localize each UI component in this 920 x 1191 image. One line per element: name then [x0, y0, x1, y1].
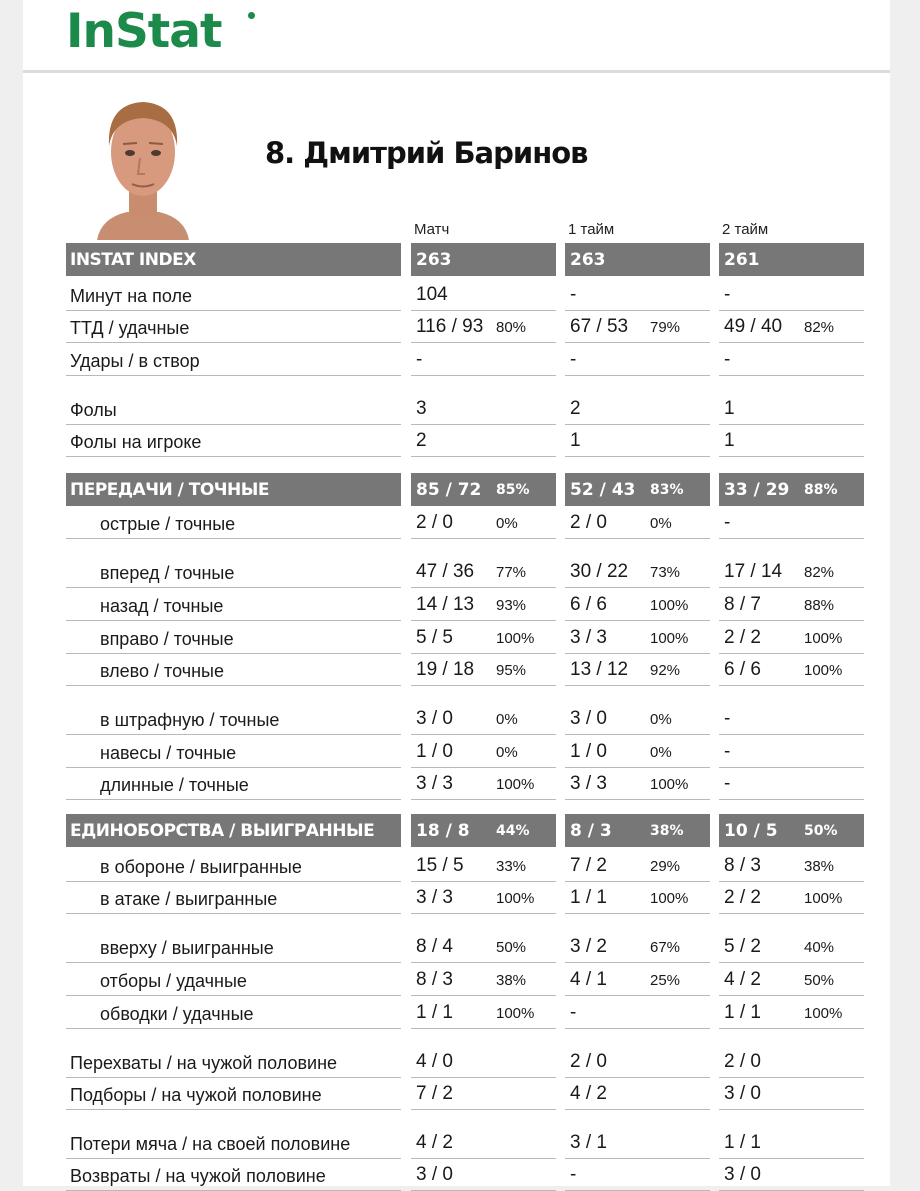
cell-half1	[565, 424, 710, 457]
cell-half1	[565, 1158, 710, 1191]
row-label-cell	[66, 881, 401, 914]
table-row	[66, 310, 865, 343]
row-label: Перехваты / на чужой половине	[70, 1053, 338, 1073]
cell-percent: 100%	[804, 630, 843, 647]
table-row	[66, 767, 865, 800]
table-row	[66, 343, 865, 376]
cell-half2	[719, 473, 864, 506]
table-row	[66, 506, 865, 539]
row-label: отборы / удачные	[100, 971, 247, 991]
cell-half1	[565, 621, 710, 654]
cell-percent: 100%	[650, 597, 689, 614]
cell-value: 6 / 6	[724, 659, 761, 680]
row-label-cell	[66, 653, 401, 686]
column-header-half2: 2 тайм	[722, 221, 769, 238]
cell-half2	[719, 588, 864, 621]
cell-half2	[719, 424, 864, 457]
cell-percent: 38%	[650, 823, 684, 839]
row-label: Потери мяча / на своей половине	[70, 1134, 351, 1154]
cell-percent: 0%	[650, 744, 672, 761]
row-label: Фолы	[70, 400, 117, 420]
cell-half2	[719, 1045, 864, 1078]
cell-value: 15 / 5	[416, 855, 464, 876]
row-label-cell	[66, 735, 401, 768]
cell-percent: 67%	[650, 939, 681, 956]
row-label-cell	[66, 621, 401, 654]
table-row	[66, 996, 865, 1029]
cell-value: -	[570, 1002, 577, 1023]
row-label: Возвраты / на чужой половине	[70, 1166, 326, 1186]
cell-percent: 25%	[650, 972, 681, 989]
cell-percent: 82%	[804, 564, 835, 581]
row-label: навесы / точные	[100, 743, 237, 763]
row-label: острые / точные	[100, 514, 236, 534]
cell-value: 3 / 3	[416, 773, 453, 794]
cell-half2	[719, 1158, 864, 1191]
cell-value: 8 / 4	[416, 936, 453, 957]
cell-percent: 100%	[496, 890, 535, 907]
cell-match	[411, 506, 556, 539]
cell-half1	[565, 849, 710, 882]
cell-value: 4 / 2	[570, 1083, 607, 1104]
cell-half2	[719, 392, 864, 425]
table-row	[66, 588, 865, 621]
cell-value: -	[724, 349, 731, 370]
table-row	[66, 1077, 865, 1110]
cell-value: 4 / 1	[570, 969, 607, 990]
cell-percent: 29%	[650, 858, 681, 875]
row-label-cell	[66, 814, 401, 847]
cell-value: 3 / 0	[416, 708, 453, 729]
cell-value: 1 / 1	[724, 1002, 761, 1023]
cell-value: 17 / 14	[724, 561, 783, 582]
column-header-match: Матч	[414, 221, 450, 238]
cell-match	[411, 735, 556, 768]
cell-value: 1 / 1	[570, 887, 607, 908]
cell-value: 4 / 2	[416, 1132, 453, 1153]
row-label: обводки / удачные	[100, 1004, 254, 1024]
cell-match	[411, 1077, 556, 1110]
cell-value: 3 / 0	[570, 708, 607, 729]
cell-match	[411, 963, 556, 996]
cell-match	[411, 881, 556, 914]
cell-half2	[719, 930, 864, 963]
cell-percent: 100%	[804, 662, 843, 679]
cell-percent: 100%	[804, 890, 843, 907]
cell-half2	[719, 506, 864, 539]
table-row	[66, 963, 865, 996]
player-name: 8. Дмитрий Баринов	[265, 136, 588, 170]
cell-value: 67 / 53	[570, 316, 629, 337]
cell-value: 5 / 5	[416, 627, 453, 648]
cell-value: 4 / 2	[724, 969, 761, 990]
cell-value: 30 / 22	[570, 561, 629, 582]
cell-half2	[719, 881, 864, 914]
cell-value: 14 / 13	[416, 594, 475, 615]
cell-value: 2 / 2	[724, 887, 761, 908]
cell-match	[411, 473, 556, 506]
cell-half2	[719, 243, 864, 276]
cell-half2	[719, 653, 864, 686]
table-row	[66, 930, 865, 963]
row-label: влево / точные	[100, 661, 224, 681]
cell-value: 3 / 3	[416, 887, 453, 908]
cell-value: 3	[416, 398, 427, 419]
cell-half2	[719, 996, 864, 1029]
cell-value: 3 / 1	[570, 1132, 607, 1153]
cell-match	[411, 702, 556, 735]
row-label-cell	[66, 1126, 401, 1159]
row-label-cell	[66, 1045, 401, 1078]
cell-value: 263	[570, 250, 606, 270]
cell-percent: 0%	[650, 711, 672, 728]
row-label-cell	[66, 506, 401, 539]
row-label-cell	[66, 767, 401, 800]
cell-value: 85 / 72	[416, 480, 482, 500]
cell-value: 4 / 0	[416, 1051, 453, 1072]
cell-value: 2	[570, 398, 581, 419]
cell-percent: 44%	[496, 823, 530, 839]
cell-value: 1 / 0	[570, 741, 607, 762]
cell-half2	[719, 278, 864, 311]
cell-percent: 100%	[650, 890, 689, 907]
cell-percent: 88%	[804, 597, 835, 614]
cell-percent: 73%	[650, 564, 681, 581]
cell-half1	[565, 814, 710, 847]
cell-half1	[565, 996, 710, 1029]
row-label-cell	[66, 1158, 401, 1191]
cell-match	[411, 1158, 556, 1191]
cell-half2	[719, 1077, 864, 1110]
cell-value: 8 / 3	[570, 821, 612, 841]
row-label: ТТД / удачные	[70, 318, 190, 338]
cell-half2	[719, 555, 864, 588]
cell-value: 1 / 0	[416, 741, 453, 762]
table-row	[66, 278, 865, 311]
cell-half1	[565, 930, 710, 963]
cell-percent: 82%	[804, 319, 835, 336]
cell-percent: 50%	[804, 823, 838, 839]
cell-half1	[565, 555, 710, 588]
cell-half1	[565, 1077, 710, 1110]
cell-value: 6 / 6	[570, 594, 607, 615]
cell-value: -	[724, 741, 731, 762]
cell-value: 2 / 0	[570, 1051, 607, 1072]
row-label: Фолы на игроке	[70, 432, 202, 452]
cell-value: -	[570, 284, 577, 305]
cell-half1	[565, 243, 710, 276]
cell-half1	[565, 963, 710, 996]
cell-value: 3 / 0	[724, 1164, 761, 1185]
cell-percent: 100%	[496, 1005, 535, 1022]
cell-half1	[565, 473, 710, 506]
cell-percent: 95%	[496, 662, 527, 679]
cell-value: 33 / 29	[724, 480, 790, 500]
cell-match	[411, 310, 556, 343]
logo-dot-icon	[248, 12, 255, 19]
row-label-cell	[66, 392, 401, 425]
cell-half1	[565, 278, 710, 311]
cell-value: 19 / 18	[416, 659, 475, 680]
cell-match	[411, 930, 556, 963]
row-label: INSTAT INDEX	[70, 250, 196, 270]
cell-value: 3 / 0	[416, 1164, 453, 1185]
cell-half2	[719, 702, 864, 735]
cell-value: 10 / 5	[724, 821, 778, 841]
cell-percent: 83%	[650, 482, 684, 498]
table-row	[66, 881, 865, 914]
row-label-cell	[66, 849, 401, 882]
section-header-row	[66, 814, 865, 847]
stats-sheet	[23, 0, 890, 1186]
cell-percent: 100%	[804, 1005, 843, 1022]
cell-value: 1	[724, 398, 735, 419]
cell-half2	[719, 343, 864, 376]
row-label: длинные / точные	[100, 775, 249, 795]
cell-match	[411, 555, 556, 588]
cell-percent: 50%	[804, 972, 835, 989]
cell-percent: 88%	[804, 482, 838, 498]
cell-percent: 80%	[496, 319, 527, 336]
cell-percent: 100%	[650, 630, 689, 647]
cell-value: 3 / 0	[724, 1083, 761, 1104]
cell-value: 8 / 7	[724, 594, 761, 615]
row-label: Минут на поле	[70, 286, 193, 306]
cell-match	[411, 621, 556, 654]
cell-value: 2 / 0	[724, 1051, 761, 1072]
cell-value: 104	[416, 284, 448, 305]
row-label: вправо / точные	[100, 629, 234, 649]
cell-percent: 0%	[496, 515, 518, 532]
cell-half2	[719, 963, 864, 996]
row-label: Удары / в створ	[70, 351, 200, 371]
cell-half1	[565, 343, 710, 376]
cell-match	[411, 996, 556, 1029]
table-row	[66, 702, 865, 735]
cell-value: 3 / 3	[570, 627, 607, 648]
row-label: назад / точные	[100, 596, 224, 616]
cell-match	[411, 588, 556, 621]
row-label-cell	[66, 702, 401, 735]
cell-percent: 93%	[496, 597, 527, 614]
cell-half1	[565, 702, 710, 735]
cell-half1	[565, 767, 710, 800]
cell-half1	[565, 881, 710, 914]
cell-value: 5 / 2	[724, 936, 761, 957]
cell-percent: 38%	[496, 972, 527, 989]
row-label: в обороне / выигранные	[100, 857, 302, 877]
cell-value: -	[724, 708, 731, 729]
cell-percent: 33%	[496, 858, 527, 875]
cell-value: 1 / 1	[724, 1132, 761, 1153]
table-row	[66, 653, 865, 686]
column-header-half1: 1 тайм	[568, 221, 615, 238]
cell-value: -	[570, 349, 577, 370]
cell-value: 3 / 2	[570, 936, 607, 957]
player-photo	[87, 90, 199, 240]
instat-logo: InStat	[66, 4, 222, 59]
cell-percent: 0%	[496, 744, 518, 761]
cell-value: -	[416, 349, 423, 370]
row-label: ЕДИНОБОРСТВА / ВЫИГРАННЫЕ	[70, 821, 375, 841]
cell-half2	[719, 621, 864, 654]
cell-percent: 100%	[650, 776, 689, 793]
cell-value: -	[570, 1164, 577, 1185]
row-label: ПЕРЕДАЧИ / ТОЧНЫЕ	[70, 480, 269, 500]
cell-match	[411, 243, 556, 276]
row-label: вперед / точные	[100, 563, 235, 583]
row-label: в атаке / выигранные	[100, 889, 278, 909]
row-label-cell	[66, 278, 401, 311]
cell-value: 8 / 3	[724, 855, 761, 876]
cell-half1	[565, 588, 710, 621]
cell-value: -	[724, 512, 731, 533]
cell-value: 18 / 8	[416, 821, 470, 841]
cell-half2	[719, 735, 864, 768]
cell-value: 49 / 40	[724, 316, 783, 337]
cell-percent: 92%	[650, 662, 681, 679]
cell-half1	[565, 1126, 710, 1159]
row-label-cell	[66, 555, 401, 588]
cell-half2	[719, 1126, 864, 1159]
section-header-row	[66, 243, 865, 276]
cell-match	[411, 1045, 556, 1078]
cell-half1	[565, 653, 710, 686]
cell-half2	[719, 767, 864, 800]
table-row	[66, 735, 865, 768]
cell-value: 263	[416, 250, 452, 270]
row-label: вверху / выигранные	[100, 938, 274, 958]
cell-match	[411, 653, 556, 686]
cell-percent: 79%	[650, 319, 681, 336]
cell-value: 2	[416, 430, 427, 451]
cell-percent: 100%	[496, 630, 535, 647]
row-label-cell	[66, 343, 401, 376]
section-header-row	[66, 473, 865, 506]
cell-half2	[719, 849, 864, 882]
cell-half1	[565, 506, 710, 539]
cell-value: 3 / 3	[570, 773, 607, 794]
cell-match	[411, 767, 556, 800]
cell-percent: 50%	[496, 939, 527, 956]
cell-percent: 38%	[804, 858, 835, 875]
table-row	[66, 621, 865, 654]
row-label-cell	[66, 996, 401, 1029]
row-label-cell	[66, 473, 401, 506]
cell-percent: 0%	[650, 515, 672, 532]
row-label: Подборы / на чужой половине	[70, 1085, 322, 1105]
row-label: в штрафную / точные	[100, 710, 280, 730]
table-row	[66, 555, 865, 588]
cell-match	[411, 278, 556, 311]
row-label-cell	[66, 243, 401, 276]
cell-percent: 0%	[496, 711, 518, 728]
cell-percent: 100%	[496, 776, 535, 793]
cell-value: 47 / 36	[416, 561, 475, 582]
table-row	[66, 1158, 865, 1191]
cell-match	[411, 424, 556, 457]
cell-value: 261	[724, 250, 760, 270]
cell-value: 2 / 2	[724, 627, 761, 648]
cell-value: 2 / 0	[416, 512, 453, 533]
cell-half1	[565, 1045, 710, 1078]
table-row	[66, 1045, 865, 1078]
cell-value: 116 / 93	[416, 316, 484, 337]
row-label-cell	[66, 1077, 401, 1110]
cell-value: 8 / 3	[416, 969, 453, 990]
table-row	[66, 424, 865, 457]
row-label-cell	[66, 588, 401, 621]
cell-half1	[565, 310, 710, 343]
table-row	[66, 392, 865, 425]
row-label-cell	[66, 930, 401, 963]
page-header	[23, 0, 890, 70]
cell-value: 2 / 0	[570, 512, 607, 533]
cell-match	[411, 849, 556, 882]
cell-value: -	[724, 284, 731, 305]
cell-match	[411, 814, 556, 847]
row-label-cell	[66, 424, 401, 457]
cell-percent: 40%	[804, 939, 835, 956]
cell-value: 7 / 2	[570, 855, 607, 876]
cell-percent: 77%	[496, 564, 527, 581]
header-divider	[23, 70, 890, 73]
table-row	[66, 849, 865, 882]
cell-half1	[565, 392, 710, 425]
cell-match	[411, 343, 556, 376]
cell-value: 13 / 12	[570, 659, 629, 680]
cell-value: 1 / 1	[416, 1002, 453, 1023]
cell-value: 1	[724, 430, 735, 451]
cell-percent: 85%	[496, 482, 530, 498]
cell-match	[411, 1126, 556, 1159]
cell-value: 1	[570, 430, 581, 451]
cell-half2	[719, 310, 864, 343]
cell-half2	[719, 814, 864, 847]
cell-match	[411, 392, 556, 425]
row-label-cell	[66, 963, 401, 996]
table-row	[66, 1126, 865, 1159]
cell-value: 7 / 2	[416, 1083, 453, 1104]
cell-value: 52 / 43	[570, 480, 636, 500]
row-label-cell	[66, 310, 401, 343]
cell-half1	[565, 735, 710, 768]
cell-value: -	[724, 773, 731, 794]
